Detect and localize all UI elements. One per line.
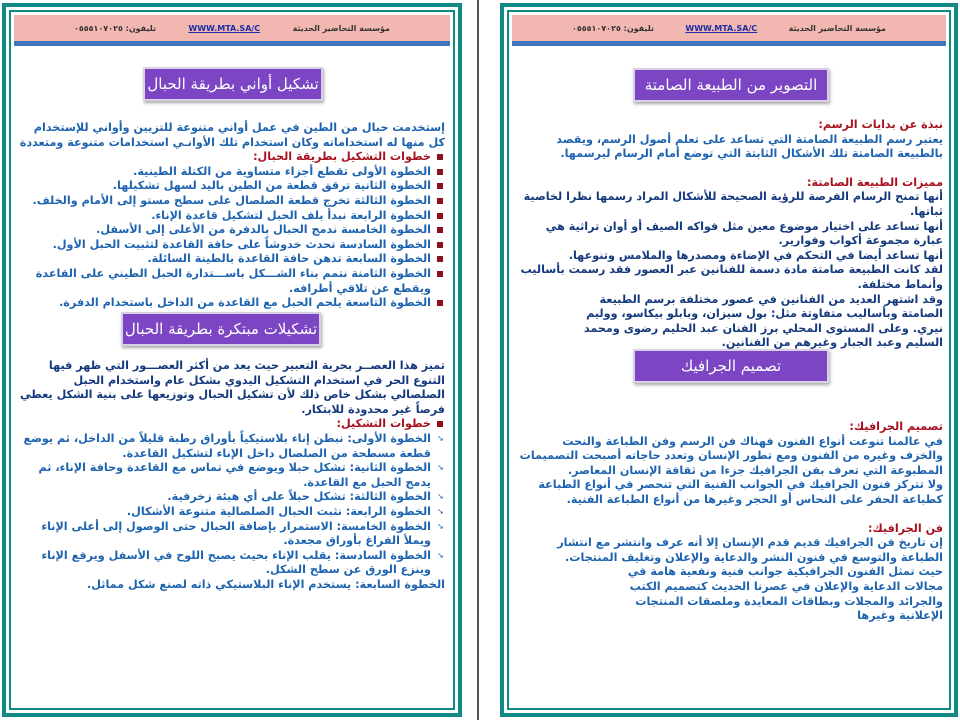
right-section-2 (517, 420, 943, 624)
right-page-inner (507, 10, 951, 710)
feature-line: لقد كانت الطبيعة صامتة مادة دسمة للفنانين عبر العصور فقد رسمت بأساليب وأنماط مختلفة. (520, 263, 943, 291)
left-page-inner (9, 10, 455, 710)
intro2-paragraph: تميز هذا العصــر بحرية التعبير حيث يعد من أكثر العصـــور التي ظهر فيها التنوع الحر في استخدام التشكيل اليدوي بشكل عام واستخدام الحبل الصلصالي بشكل خاص ذلك لأن تشكيل الحبال وتوزيعها على بنية الشكل يعطي فرصاً غير محدودة للابتكار. (19, 359, 445, 416)
list-item: الخطوة السابعة تدهن حافة القاعدة بالطينة السائلة. (17, 252, 445, 267)
spread-divider (477, 0, 479, 720)
left-page (2, 3, 462, 717)
website-link[interactable]: WWW.MTA.SA/C (685, 23, 758, 33)
left-section-2 (17, 359, 445, 593)
list-item: ➘ الخطوة الأولى: نبطن إناء بلاستيكياً بأوراق رطبة قليلاً من الداخل، ثم يوضع قطعة مسطحة من الصلصال داخل الإناء لتشكيل القاعدة. (17, 432, 445, 461)
page-header (512, 15, 946, 41)
list-item: الخطوة التاسعة يلحم الحبل مع القاعدة من الداخل باستخدام الدفرة. (17, 296, 445, 311)
section-title-innovative-forms: تشكيلات مبتكرة بطريقة الحبال (121, 312, 321, 346)
feature-line: أنها تساعد أيضا في التحكم في الإضاءة ومصدرها والملامس وتنوعها. (568, 248, 943, 262)
list-item: ➘ الخطوة السادسة: يقلب الإناء بحيث يصبح اللوح في الأسفل ويرفع الإناء وينزع الورق عن سطح الشكل. (17, 549, 445, 578)
steps2-heading: خطوات التشكيل: (17, 417, 445, 432)
section-title-graphic-design: تصميم الجرافيك (633, 349, 829, 383)
intro-paragraph: إستخدمت حبال من الطين في عمل أواني متنوعة للتزيين وأواني للإستخدام كل منها له استخداماته وكان استخدام تلك الأوانـي استخدامات متنوعة ومتعددة (19, 121, 445, 149)
org-name: مؤسسة التحاضير الحديثة (788, 23, 886, 33)
steps-list (17, 165, 445, 311)
feature-line: أنها تمنح الرسام الفرصة للرؤية الصحيحة للأشكال المراد رسمها نظرا لخاصية ثباتها. (523, 190, 943, 218)
list-item: الخطوة الثالثة تخرج قطعة الصلصال على سطح مستو إلى الأمام والخلف. (17, 194, 445, 209)
steps2-list (17, 432, 445, 578)
features-heading: مميزات الطبيعة الصامتة: (807, 175, 943, 189)
graphic-art-heading: فن الجرافيك: (868, 521, 943, 535)
phone: تليفون: ٠٥٥٥١٠٧٠٢٥ (74, 23, 156, 33)
list-item: ➘ الخطوة الثانية: تشكل حبلا ويوضع في تماس مع القاعدة وحافة الإناء، ثم يدمج الحبل مع القاعدة. (17, 461, 445, 490)
list-item: ➘ الخطوة الثالثة: تشكل حبلاً على أي هيئة زخرفية. (17, 490, 445, 505)
left-section-1 (17, 121, 445, 311)
list-item: الخطوة الأولى تقطع أجزاء متساوية من الكتلة الطينية. (17, 165, 445, 180)
graphic-design-heading: تصميم الجرافيك: (849, 420, 943, 433)
header-bar (512, 41, 946, 46)
graphic-design-paragraph: في عالمنا تنوعت أنواع الفنون فهناك فن الرسم وفن الطباعة والنحت والخزف وغيره من الفنون ومع تطور الإنسان وتعدد حاجاته أصبحت التصميمات المطبوعة التي تعرف بفن الجرافيك جزءا من ثقافة الإنسان المعاصر. (519, 434, 943, 477)
right-page (500, 3, 958, 717)
feature-line: أنها تساعد على اختيار موضوع معين مثل فواكه الصيف أو أوان تراثية هي عبارة مجموعة أكواب وفوارير. (545, 219, 943, 248)
steps-heading: خطوات التشكيل بطريقة الحبال: (17, 150, 445, 165)
list-item: الخطوة الثانية ترقق قطعة من الطين باليد لسهل تشكيلها. (17, 179, 445, 194)
list-item: الخطوة الخامسة ندمج الحبال بالدفرة من الأعلى إلى الأسفل. (17, 223, 445, 238)
phone: تليفون: ٠٥٥٥١٠٧٠٢٥ (572, 23, 654, 33)
artists-paragraph: وقد اشتهر العديد من الفنانين في عصور مختلفة برسم الطبيعة الصامتة وبأساليب متفاوتة مثل: بول سيزان، وبابلو بيكاسو، ووليم نيري. وعلى المستوى المحلي برز الفنان عبد الحليم رضوى ومحمد السليم وعبد الجبار وغيرهم من الفنانين. (583, 292, 943, 350)
website-link[interactable]: WWW.MTA.SA/C (188, 23, 261, 33)
list-item: الخطوة الثامنة نتمم بناء الشـــكل باســـتدارة الحبل الطيني على القاعدة ويقطع عن تلاقي أطرافه. (17, 267, 445, 296)
section-title-rope-vessels: تشكيل أواني بطريقة الحبال (143, 67, 323, 101)
last-step: الخطوة السابعة: يستخدم الإناء البلاستيكي ذاته لصنع شكل مماثل. (87, 577, 445, 591)
list-item: الخطوة الرابعة نبدأ بلف الحبل لتشكيل قاعدة الإناء. (17, 209, 445, 224)
header-bar (14, 41, 450, 46)
graphic-art-paragraph-2: حيث تمثل الفنون الجرافيكية جوانب فنية ونفعية هامة في مجالات الدعاية والإعلان في عصرنا الحديث كتصميم الكتب والجرائد والمجلات وبطاقات المعايدة وملصقات المنتجات الإعلانية وغيرها (627, 565, 943, 623)
spread-gap (462, 0, 500, 720)
history-heading: نبذة عن بدايات الرسم: (818, 118, 943, 131)
list-item: ➘ الخطوة الخامسة: الاستمرار بإضافة الحبال حتى الوصول إلى أعلى الإناء ويملأ الفراغ بأوراق مجعدة. (17, 520, 445, 549)
page-header (14, 15, 450, 41)
list-item: الخطوة السادسة تحدث خدوشاً على حافة القاعدة لتثبيت الحبل الأول. (17, 238, 445, 253)
org-name: مؤسسة التحاضير الحديثة (292, 23, 390, 33)
section-title-still-life: التصوير من الطبيعة الصامتة (633, 68, 829, 102)
right-section-1 (517, 118, 943, 351)
history-paragraph: يعتبر رسم الطبيعة الصامتة التي تساعد على تعلم أصول الرسم، ويقصد بالطبيعة الصامتة تلك الأشكال الثابتة التي توضع أمام الرسام ليرسمها. (556, 132, 943, 161)
list-item: ➘ الخطوة الرابعة: نثبت الحبال الصلصالية متنوعة الأشكال. (17, 505, 445, 520)
graphic-art-paragraph: إن تاريخ فن الجرافيك قديم قدم الإنسان إلا أنه عرف وانتشر مع انتشار الطباعة والتوسع في فنون النشر والدعاية والإعلان وتغليف المنتجات. (557, 536, 943, 564)
graphic-design-paragraph-2: ولا تتركز فنون الجرافيك في الجوانب الفنية التي تنحصر في أنواع الطباعة كطباعة الحفر على النحاس أو الحجر وغيرها من أنواع الطباعة الفنية. (538, 478, 943, 506)
